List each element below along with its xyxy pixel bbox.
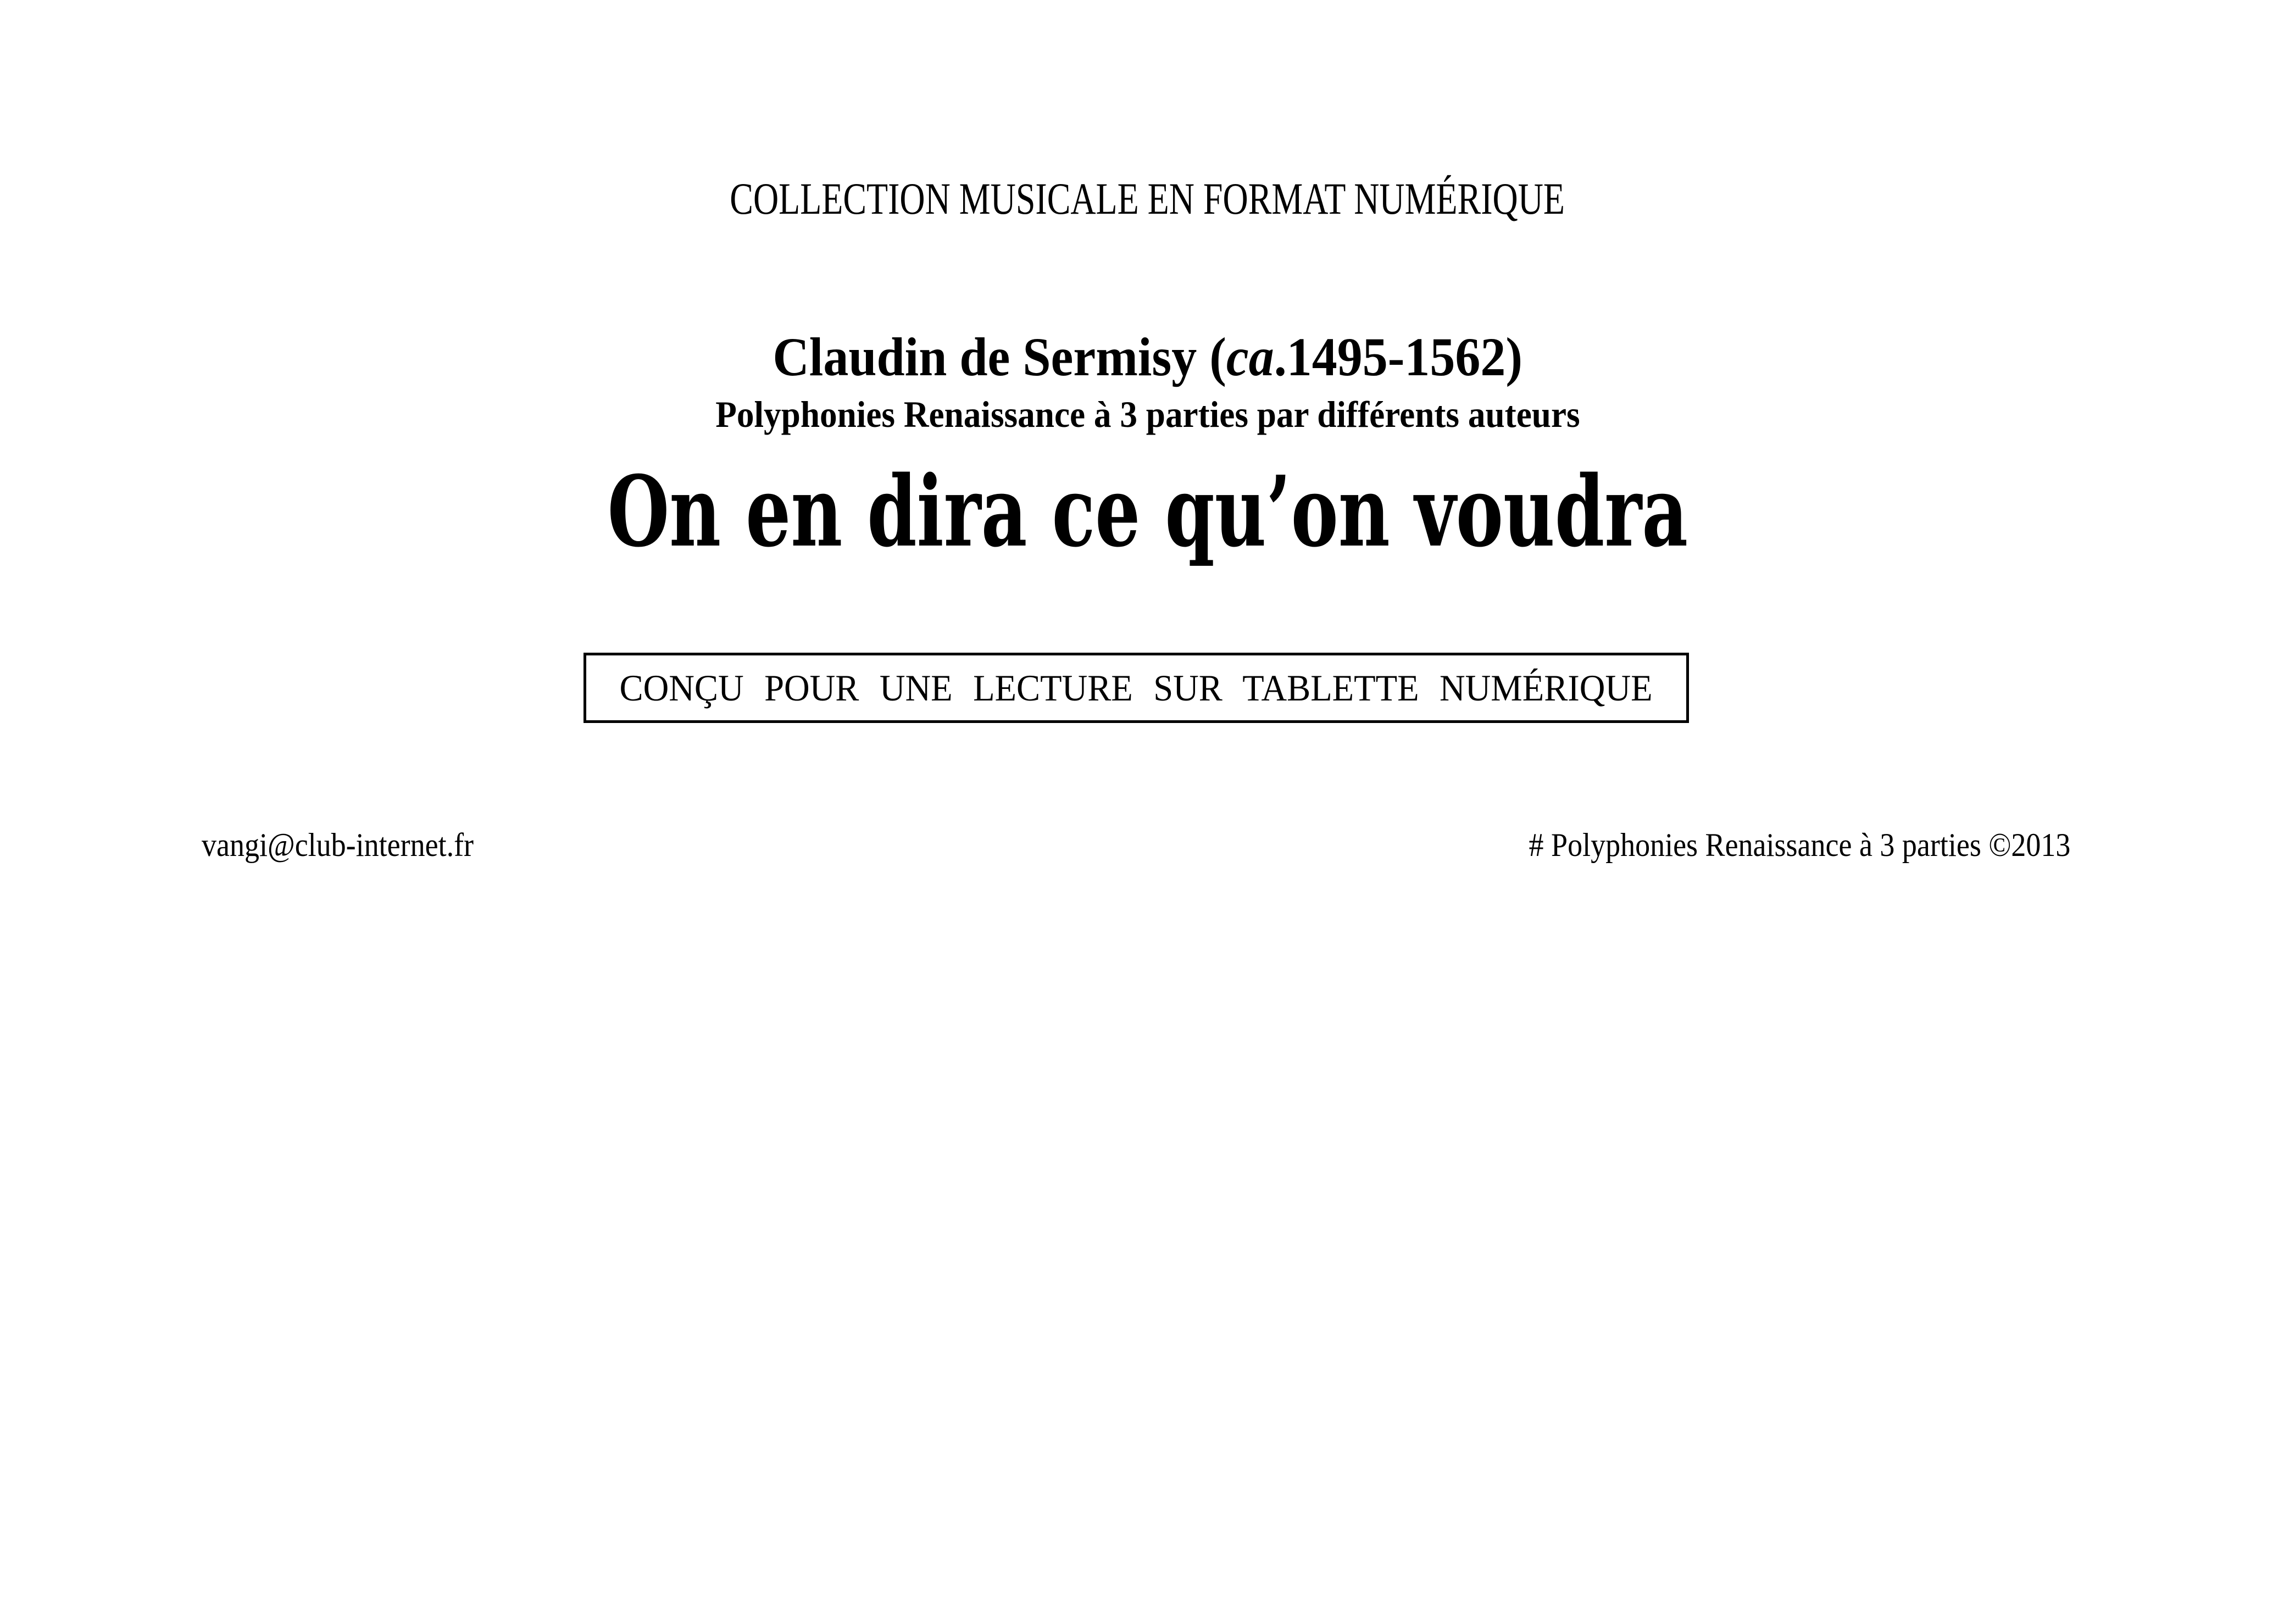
collection-subtitle — [0, 393, 2295, 435]
composer-name: Claudin de Sermisy ( — [773, 326, 1226, 387]
collection-subtitle-text: Polyphonies Renaissance à 3 parties par différents auteurs — [715, 393, 1580, 435]
collection-header — [0, 174, 2295, 224]
collection-header-text: COLLECTION MUSICALE EN FORMAT NUMÉRIQUE — [730, 174, 1565, 224]
tablet-notice-text: CONÇU POUR UNE LECTURE SUR TABLETTE NUMÉRIQUE — [619, 667, 1653, 709]
footer-email: vangi@club-internet.fr — [202, 827, 474, 863]
composer-dates: .1495-1562) — [1274, 326, 1522, 387]
piece-title-text: On en dira ce qu’on voudra — [607, 454, 1688, 569]
tablet-notice-box — [584, 653, 1689, 723]
footer-collection-ref: # Polyphonies Renaissance à 3 parties ©2013 — [1529, 827, 2070, 863]
composer-line — [0, 326, 2295, 387]
composer-circa: ca — [1226, 326, 1274, 387]
composer-line-text — [773, 326, 1522, 387]
piece-title — [0, 454, 2295, 569]
